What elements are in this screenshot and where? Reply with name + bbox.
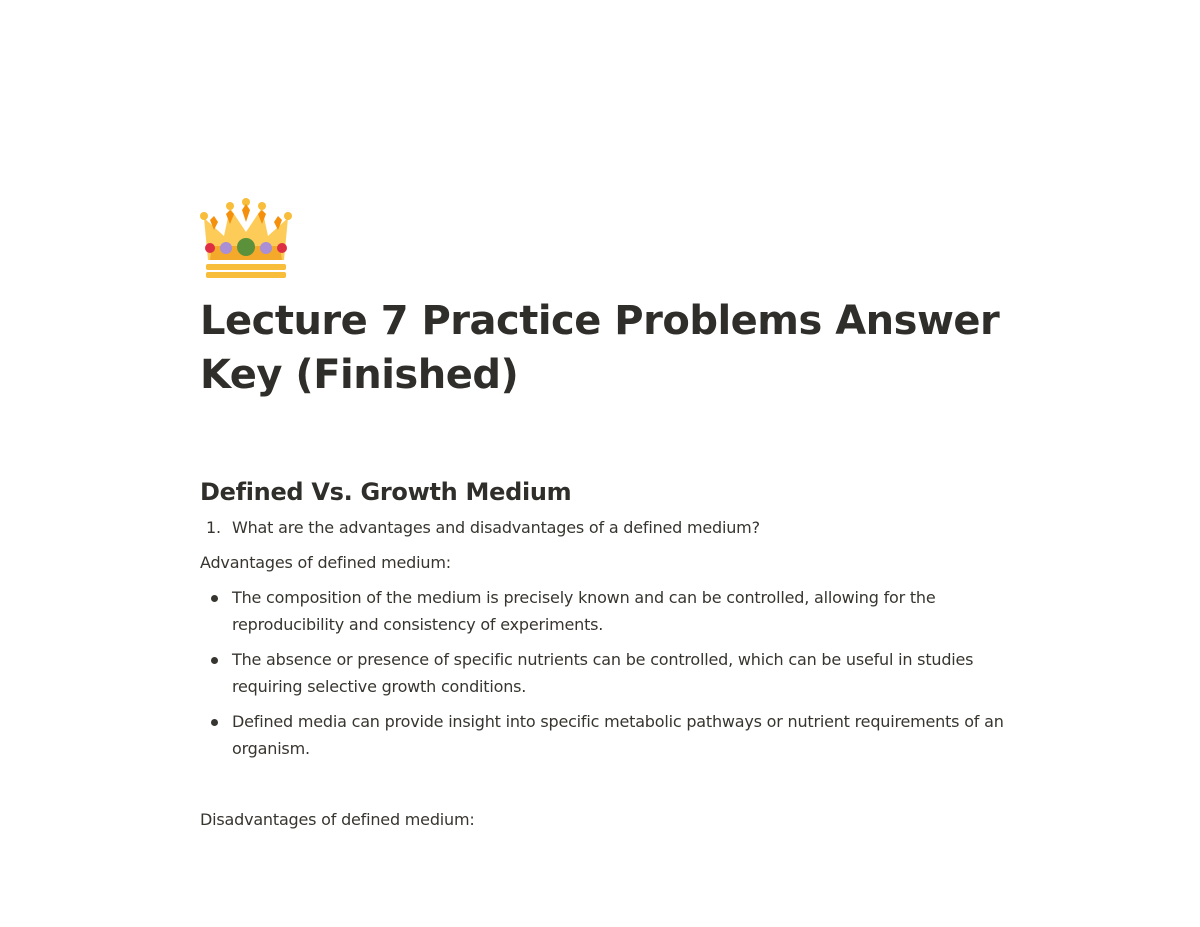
question-list [200, 514, 1010, 541]
disadvantages-label: Disadvantages of defined medium: [200, 810, 475, 829]
page-content [200, 196, 1010, 833]
crown-icon [200, 196, 292, 280]
section-heading: Defined Vs. Growth Medium [200, 478, 572, 506]
advantages-label: Advantages of defined medium: [200, 553, 451, 572]
list-item-text: Defined media can provide insight into specific metabolic pathways or nutrient requirements of an organism. [232, 712, 1004, 758]
question-number: 1. [206, 518, 221, 537]
list-item-text: The composition of the medium is precisely known and can be controlled, allowing for the reproducibility and consistency of experiments. [232, 588, 936, 634]
list-item [200, 584, 1010, 638]
list-item-text: The absence or presence of specific nutrients can be controlled, which can be useful in studies requiring selective growth conditions. [232, 650, 974, 696]
list-item [200, 708, 1010, 762]
list-item [200, 646, 1010, 700]
bullet-icon [211, 657, 218, 664]
bullet-icon [211, 719, 218, 726]
page-title: Lecture 7 Practice Problems Answer Key (Finished) [200, 298, 1000, 398]
question-text: What are the advantages and disadvantages of a defined medium? [232, 518, 760, 537]
bullet-icon [211, 595, 218, 602]
question-item [200, 514, 1010, 541]
advantages-list [200, 584, 1010, 762]
